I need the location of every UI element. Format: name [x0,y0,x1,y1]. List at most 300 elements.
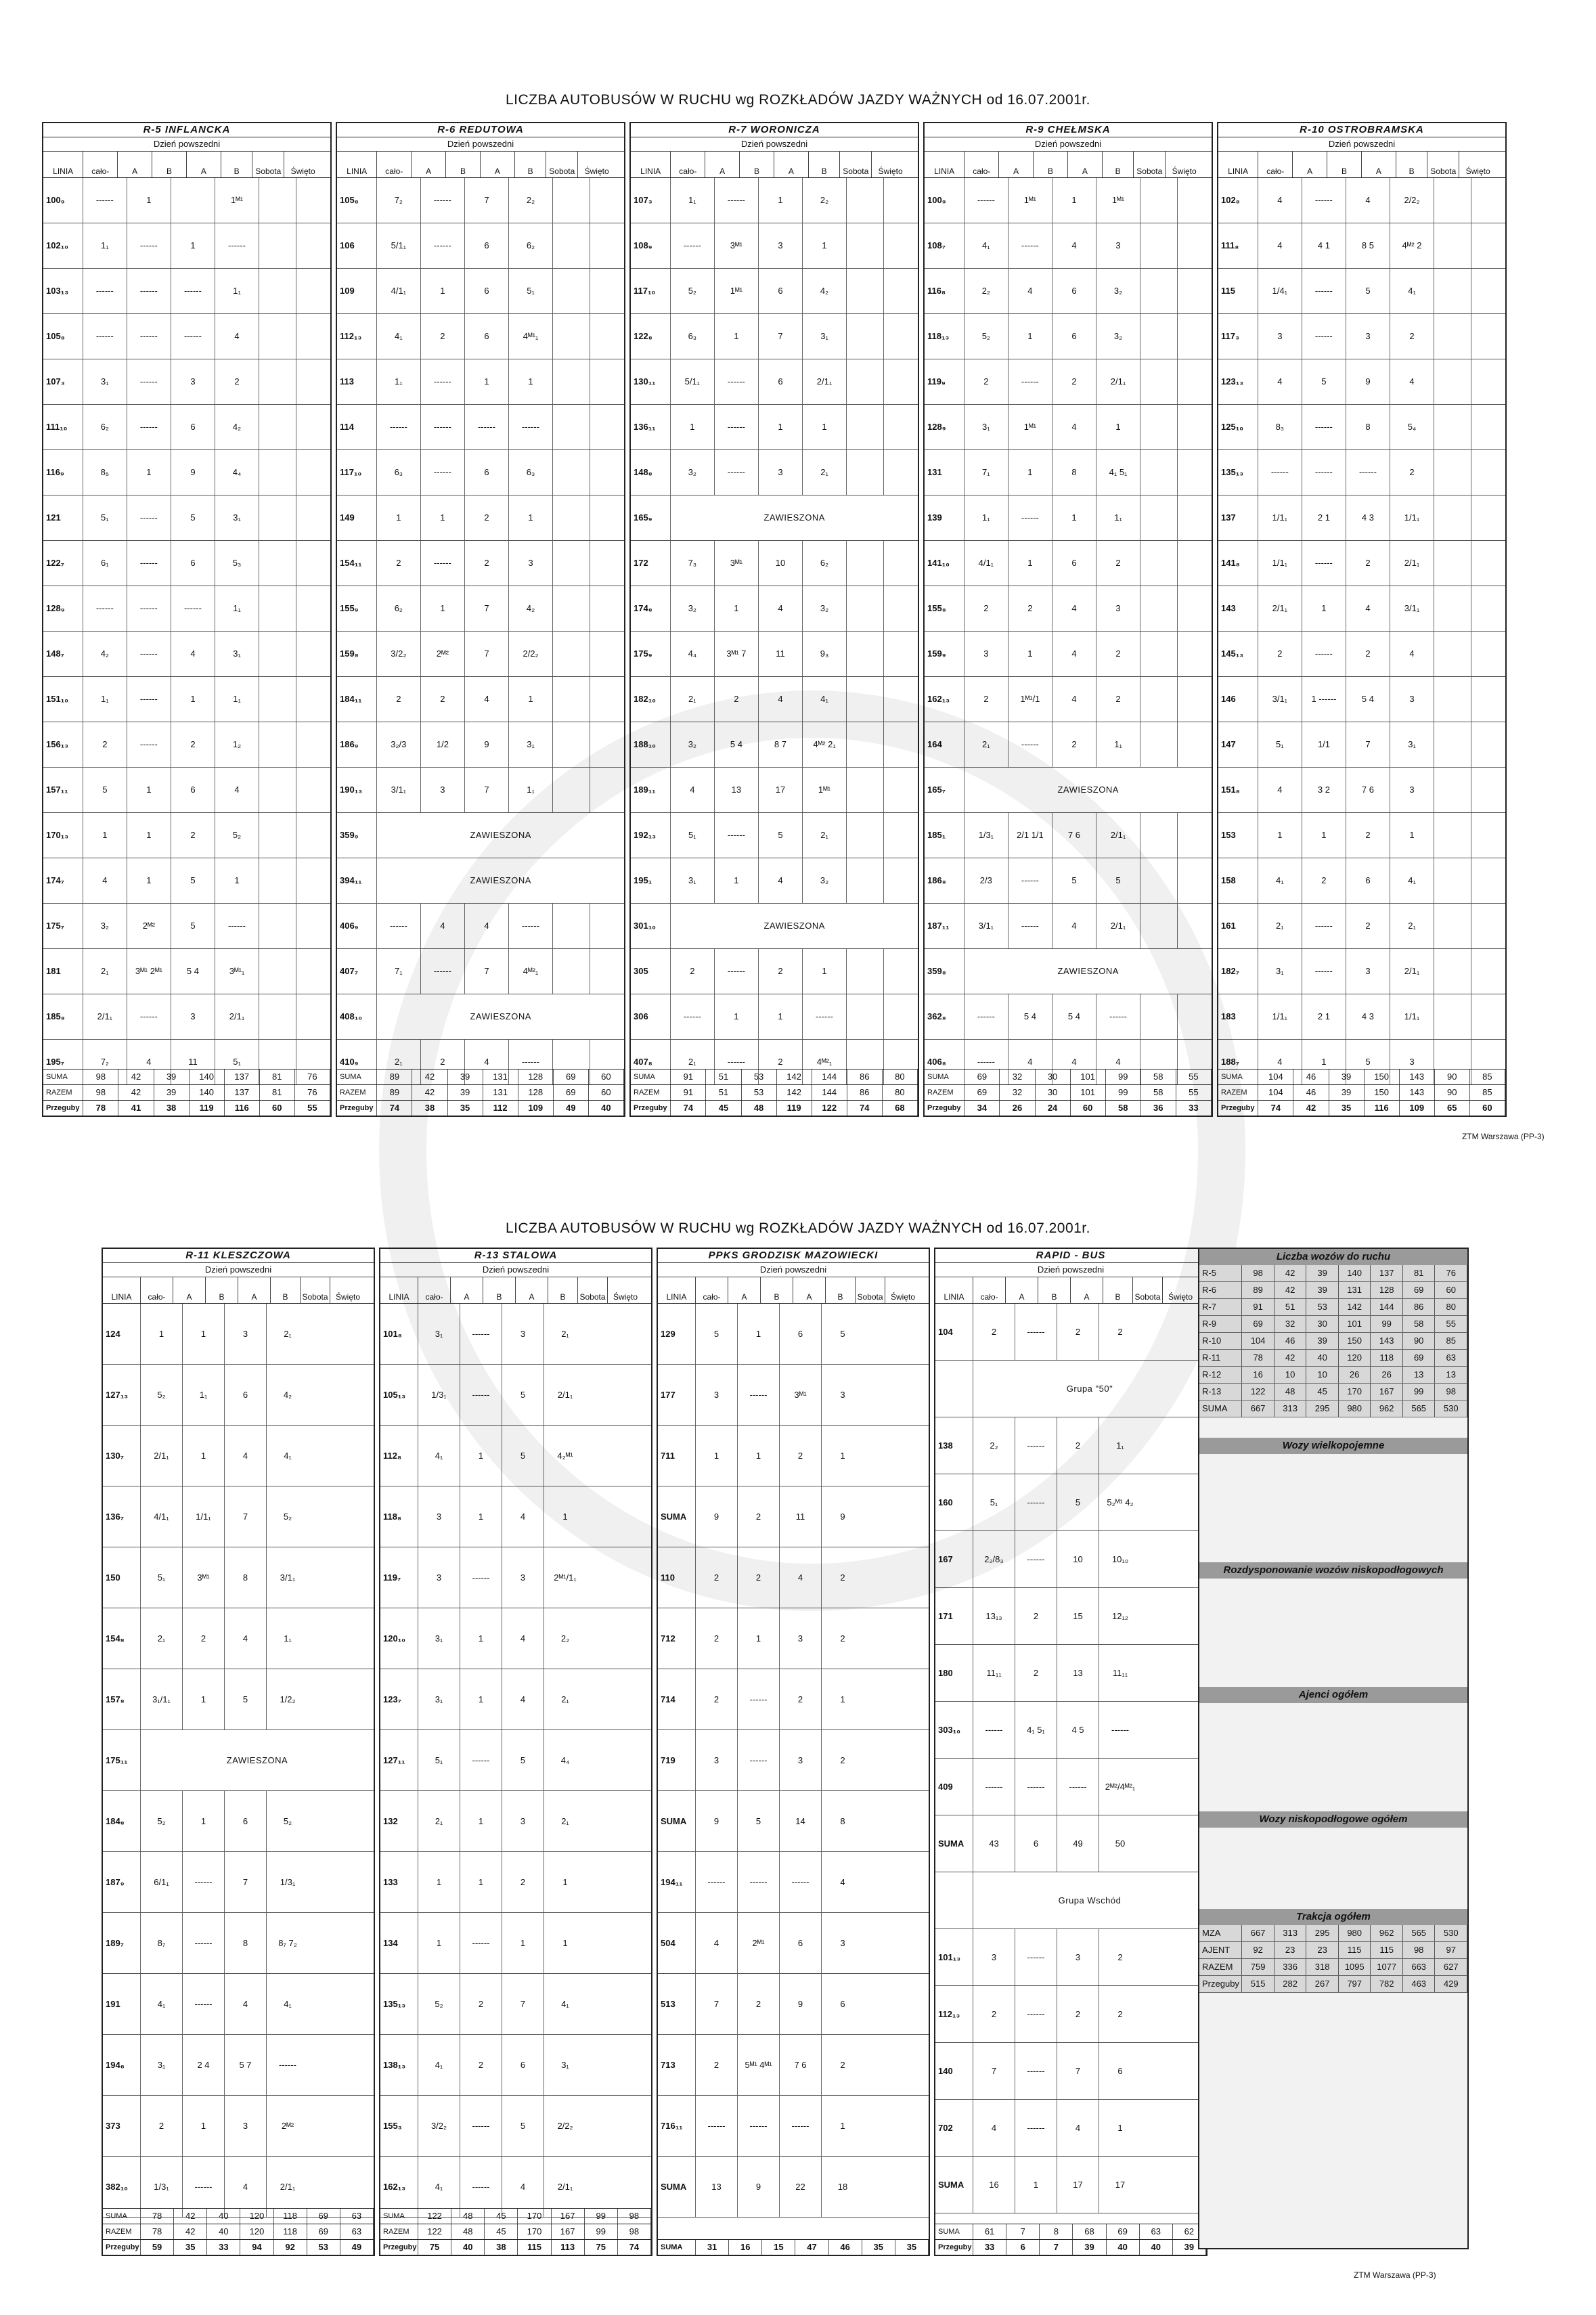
cell: 2 [840,1572,845,1583]
cell: 2₁ [1390,904,1434,948]
column-header: LINIA [631,152,671,177]
line-number: 141₁₀ [925,541,965,586]
cell: 1 [759,178,803,223]
cell: 4 [1346,586,1390,631]
suspended-label: ZAWIESZONA [470,830,531,840]
line-number: 136₁₁ [631,405,671,449]
suma-value: 62 [1173,2224,1206,2239]
cell: 2 [421,1040,465,1084]
cell: 3₁ [1390,722,1434,767]
line-number: 112₁₃ [935,1986,973,2042]
cell [590,722,624,767]
cell: 9 [465,722,509,767]
depot-table [934,1248,1207,2256]
cell [1178,495,1212,540]
trakcja-value: 797 [1339,1976,1371,1992]
cell: 4₁ [141,1974,183,2034]
summary-value: 60 [1435,1282,1467,1298]
suma-value: 150 [1365,1070,1400,1084]
suspended-label: ZAWIESZONA [470,1011,531,1021]
suma-value: 48 [451,2209,485,2224]
cell [1178,586,1212,631]
cell [296,495,330,540]
cell: 2 [1346,632,1390,676]
cell: 2 [1117,1327,1123,1337]
cell: 5 7 [225,2035,267,2095]
cell: 17 [759,768,803,812]
depot-table [336,122,625,1117]
cell: 2 [1057,1986,1099,2042]
cell: 4 [225,1426,267,1486]
column-header: A [238,1277,271,1303]
line-number: 194₁₁ [658,1852,696,1912]
table-row [935,1531,1206,1588]
summary-value: 142 [1339,1299,1371,1315]
cell: 2 [1346,904,1390,948]
suma-row [103,2208,374,2224]
cell: 2₁ [561,1816,569,1826]
cell [1471,813,1505,858]
cell: 3₁ [418,1669,460,1729]
cell: ------ [1015,2100,1057,2156]
cell: 2 1 [1302,495,1346,540]
suma-value: 55 [1176,1070,1212,1084]
table-row [380,1426,651,1486]
summary-value: 69 [1403,1282,1436,1298]
suma-row [658,2239,929,2255]
cell: 1ᴹ¹ [1008,405,1052,449]
table-row [103,1365,374,1426]
razem-row [380,2224,651,2239]
cell [847,223,884,268]
przeguby-value: 78 [83,1101,118,1116]
table-row [380,1365,651,1426]
cell [1471,858,1505,903]
line-number: 172 [631,541,671,586]
razem-value: 150 [1365,1085,1400,1100]
cell: 2₂/8₃ [973,1531,1015,1587]
razem-value: 39 [154,1085,190,1100]
column-header: A [1071,1277,1103,1303]
cell [884,586,918,631]
razem-value: 78 [141,2224,174,2239]
cell: 3₂ [83,904,127,948]
cell [1434,541,1471,586]
depot-name: R-5 INFLANCKA [43,123,330,137]
cell: 2₁ [1258,904,1302,948]
line-number: 359₈ [925,949,965,994]
cell: 1 [127,858,171,903]
cell: 2/1₁ [1390,541,1434,586]
table-row [1218,904,1505,949]
cell: 2 [1117,2009,1123,2019]
line-number: 157₈ [103,1669,141,1729]
line-number: 106 [337,223,377,268]
line-number: 102₁₀ [43,223,83,268]
cell: 5 [1346,1040,1390,1084]
cell: 1 [1008,450,1052,495]
przeguby-value: 6 [1006,2240,1040,2255]
cell [259,994,296,1039]
cell: 9 [1346,359,1390,404]
line-number: 719 [658,1730,696,1790]
cell: 2 [421,677,465,722]
cell: 6₂ [377,586,421,631]
cell: 5 [502,1426,544,1486]
cell [1178,314,1212,359]
line-number: 407₇ [337,949,377,994]
line-number: 373 [103,2096,141,2156]
cell [847,450,884,495]
cell: 7₁ [377,949,421,994]
summary-value: 86 [1403,1299,1436,1315]
cell: 4/1₁ [965,541,1008,586]
cell: 4ᴹ²₁ [509,949,553,994]
table-row [925,359,1212,405]
cell: 4 5 [1057,1702,1099,1758]
cell: ------ [715,813,759,858]
line-number: 118₈ [380,1486,418,1547]
cell: ------ [460,2157,502,2217]
cell: 1 [1096,405,1140,449]
cell [296,178,330,223]
cell: ------ [421,450,465,495]
line-number: 182₁₀ [631,677,671,722]
summary-rows [631,1069,918,1116]
depot-table [923,122,1213,1117]
table-row [103,1608,374,1669]
cell: 5₄ [1390,405,1434,449]
cell: 13 [696,2157,738,2217]
przeguby-value: 74 [377,1101,412,1116]
cell: 15 [1057,1588,1099,1644]
cell: 1 [127,450,171,495]
przeguby-value: 53 [307,2240,340,2255]
table-row [43,541,330,586]
table-row [1218,269,1505,314]
cell: 5₁ [215,1040,259,1084]
cell: 9 [840,1512,845,1522]
razem-row [103,2224,374,2239]
cell: 2/1₁ [803,359,847,404]
cell: 1 [215,858,259,903]
suma-value: 128 [518,1070,554,1084]
cell: 4 [1258,223,1302,268]
cell [259,178,296,223]
summary-value: 46 [1274,1333,1307,1349]
line-number: 151₁₀ [43,677,83,722]
line-number: 175₇ [43,904,83,948]
razem-value: 144 [812,1085,847,1100]
przeguby-value: 49 [554,1101,589,1116]
table-row [925,405,1212,450]
cell: 7₃ [671,541,715,586]
cell: 9 [696,1486,738,1547]
cell: 2₁ [377,1040,421,1084]
cell: 1 [460,1669,502,1729]
column-header: cało- [965,152,999,177]
cell: ------ [83,178,127,223]
summary-value: 69 [1403,1350,1436,1366]
cell: 2/1₁ [1096,904,1140,948]
cell: ------ [1096,994,1140,1039]
cell: 1 [1008,632,1052,676]
cell [1140,722,1178,767]
cell: ------ [1302,632,1346,676]
cell [296,994,330,1039]
cell: 1ᴹ¹ [1096,178,1140,223]
line-number: 111₈ [1218,223,1258,268]
column-header: B [1038,1277,1071,1303]
cell: 1₁ [1116,1440,1124,1451]
cell: 2₂ [803,178,847,223]
summary-row [1199,1367,1467,1384]
line-number: 186₉ [337,722,377,767]
przeguby-row [337,1100,624,1116]
cell: 2/2₂ [509,632,553,676]
cell [1434,223,1471,268]
cell: ------ [1302,269,1346,313]
summary-rows [103,2208,374,2255]
cell: 2/1 1/1 [1008,813,1052,858]
weekday-header: Dzień powszedni [925,137,1212,152]
cell: ------ [183,1913,225,1973]
column-header: B [446,152,481,177]
summary-value: 51 [1274,1299,1307,1315]
line-number: 194₈ [103,2035,141,2095]
column-header: A [1293,152,1327,177]
table-row [925,586,1212,632]
trakcja-value: 98 [1403,1942,1436,1958]
column-headers [925,152,1212,178]
cell: 3₂/3 [377,722,421,767]
line-number: 102₈ [1218,178,1258,223]
line-number: 306 [631,994,671,1039]
summary-value: 89 [1242,1282,1274,1298]
cell: 4 [1390,632,1434,676]
razem-value: 98 [618,2224,651,2239]
cell: 7 [465,949,509,994]
przeguby-value: 68 [883,1101,918,1116]
cell: 4₁ [1390,269,1434,313]
cell: ------ [460,1547,502,1608]
cell: 8₇ 7₂ [278,1938,297,1948]
line-number: 147 [1218,722,1258,767]
column-header: B [1396,152,1428,177]
suma-value: 98 [618,2209,651,2224]
column-headers [631,152,918,178]
line-number: 154₁₁ [337,541,377,586]
cell: 4 [759,677,803,722]
cell [1471,450,1505,495]
column-header: cało- [973,1277,1006,1303]
razem-value: 122 [418,2224,451,2239]
line-number: 105₈ [337,178,377,223]
suma-row [925,1069,1212,1084]
cell: 12₁₂ [1112,1611,1128,1621]
summary-row [1199,1282,1467,1299]
line-number: 713 [658,2035,696,2095]
suma-value: 86 [847,1070,883,1084]
cell: 1/3₁ [418,1365,460,1425]
cell: 1 [377,495,421,540]
line-number: 184₁₁ [337,677,377,722]
cell: ------ [127,223,171,268]
cell: 1 [127,768,171,812]
cell: 1ᴹ¹ [215,178,259,223]
cell: ------ [965,1040,1008,1084]
cell: 2₁ [561,1329,569,1339]
column-header: B [483,1277,516,1303]
suma-value: 137 [225,1070,260,1084]
suma-value: 131 [483,1070,518,1084]
cell: 4 [1052,1040,1096,1084]
cell [1471,904,1505,948]
column-header: A [516,1277,548,1303]
cell: ------ [421,223,465,268]
cell: 1 [509,495,553,540]
cell: 6 [502,2035,544,2095]
cell: 4 [1258,768,1302,812]
cell: 4ᴹ² 2₁ [803,722,847,767]
przeguby-value: 33 [973,2240,1006,2255]
cell: 8 [840,1816,845,1826]
trakcja-value: 97 [1435,1942,1467,1958]
suma-label: SUMA [380,2209,418,2224]
cell: 2₁ [803,450,847,495]
cell: 1 [171,677,215,722]
line-number: 165₉ [631,495,671,540]
przeguby-value: 59 [141,2240,174,2255]
przeguby-value: 119 [777,1101,812,1116]
column-headers [43,152,330,178]
summary-value: 81 [1403,1265,1436,1281]
cell: 2 [83,722,127,767]
cell: 1ᴹ¹/1 [1008,677,1052,722]
cell: 6₂ [83,405,127,449]
suspended-label: ZAWIESZONA [763,512,825,523]
cell [259,949,296,994]
line-number: 185₁ [925,813,965,858]
razem-row [1218,1084,1505,1100]
cell: 1 [738,1304,780,1364]
column-header: LINIA [380,1277,418,1303]
cell [553,768,590,812]
table-row [1218,722,1505,768]
summary-value: 40 [1306,1350,1339,1366]
column-header: B [809,152,841,177]
razem-value: 45 [485,2224,518,2239]
cell: 6 [780,1913,822,1973]
suma-value: 40 [207,2209,240,2224]
suma-value: 170 [518,2209,551,2224]
cell [1178,405,1212,449]
suma-label: SUMA [925,1070,965,1084]
suma-value: 8 [1040,2224,1073,2239]
cell: 5 [1057,1474,1099,1530]
cell [1140,450,1178,495]
cell: 4₂ [215,405,259,449]
cell [590,314,624,359]
trakcja-value: 782 [1371,1976,1403,1992]
cell: 3 [1346,949,1390,994]
column-headers [380,1277,651,1304]
razem-label: RAZEM [337,1085,377,1100]
razem-value: 48 [451,2224,485,2239]
suma-value: 63 [1140,2224,1173,2239]
cell: 3 [973,1929,1015,1985]
razem-value: 98 [83,1085,118,1100]
cell: ------ [1015,2043,1057,2099]
cell [884,949,918,994]
cell [259,405,296,449]
cell: 3₂ [803,586,847,631]
cell: ------ [509,1040,553,1084]
summary-value: 962 [1371,1401,1403,1417]
cell: 4/1₁ [377,269,421,313]
cell [259,541,296,586]
cell: 4 [465,1040,509,1084]
cell [847,858,884,903]
suma-value: 46 [829,2240,862,2255]
cell: 2 [377,677,421,722]
suma-value: 58 [1141,1070,1176,1084]
cell: 18 [837,2182,848,2192]
cell: 4₂ [283,1390,292,1400]
cell [1471,314,1505,359]
cell: 6/1₁ [141,1852,183,1912]
table-row [337,858,624,904]
table-row [658,2035,929,2096]
table-row [631,904,918,949]
line-number: 127₁₃ [103,1365,141,1425]
cell: 3 [1096,223,1140,268]
table-row [935,1304,1206,1361]
przeguby-value: 74 [618,2240,651,2255]
cell: 5ᴹ¹ 4ᴹ¹ [738,2035,780,2095]
cell: 5 [1346,269,1390,313]
column-header: B [1103,1277,1133,1303]
table-row [1218,949,1505,994]
cell: 3ᴹ¹ [715,223,759,268]
table-row [935,1872,1206,1929]
razem-value: 63 [340,2224,374,2239]
column-header: Sobota [1133,1277,1163,1303]
line-number: 301₁₀ [631,904,671,948]
line-number: 711 [658,1426,696,1486]
cell: ------ [1111,1725,1129,1735]
cell: ------ [715,949,759,994]
cell [259,722,296,767]
cell: 11 [171,1040,215,1084]
cell [590,541,624,586]
cell [590,586,624,631]
cell: 1 [562,1512,568,1522]
cell: 4ᴹ²₁ [803,1040,847,1084]
summary-value: 530 [1435,1401,1467,1417]
depot-name: R-13 STALOWA [380,1249,651,1263]
cell [1140,223,1178,268]
depot-table [42,122,332,1117]
suma-value: 143 [1400,1070,1435,1084]
column-header: B [548,1277,578,1303]
cell: 4 [1052,223,1096,268]
cell: 2ᴹ² [281,2121,294,2131]
cell: 4 [421,904,465,948]
summary-rows [925,1069,1212,1116]
cell: 4₁ 5₁ [1015,1702,1057,1758]
cell [847,632,884,676]
